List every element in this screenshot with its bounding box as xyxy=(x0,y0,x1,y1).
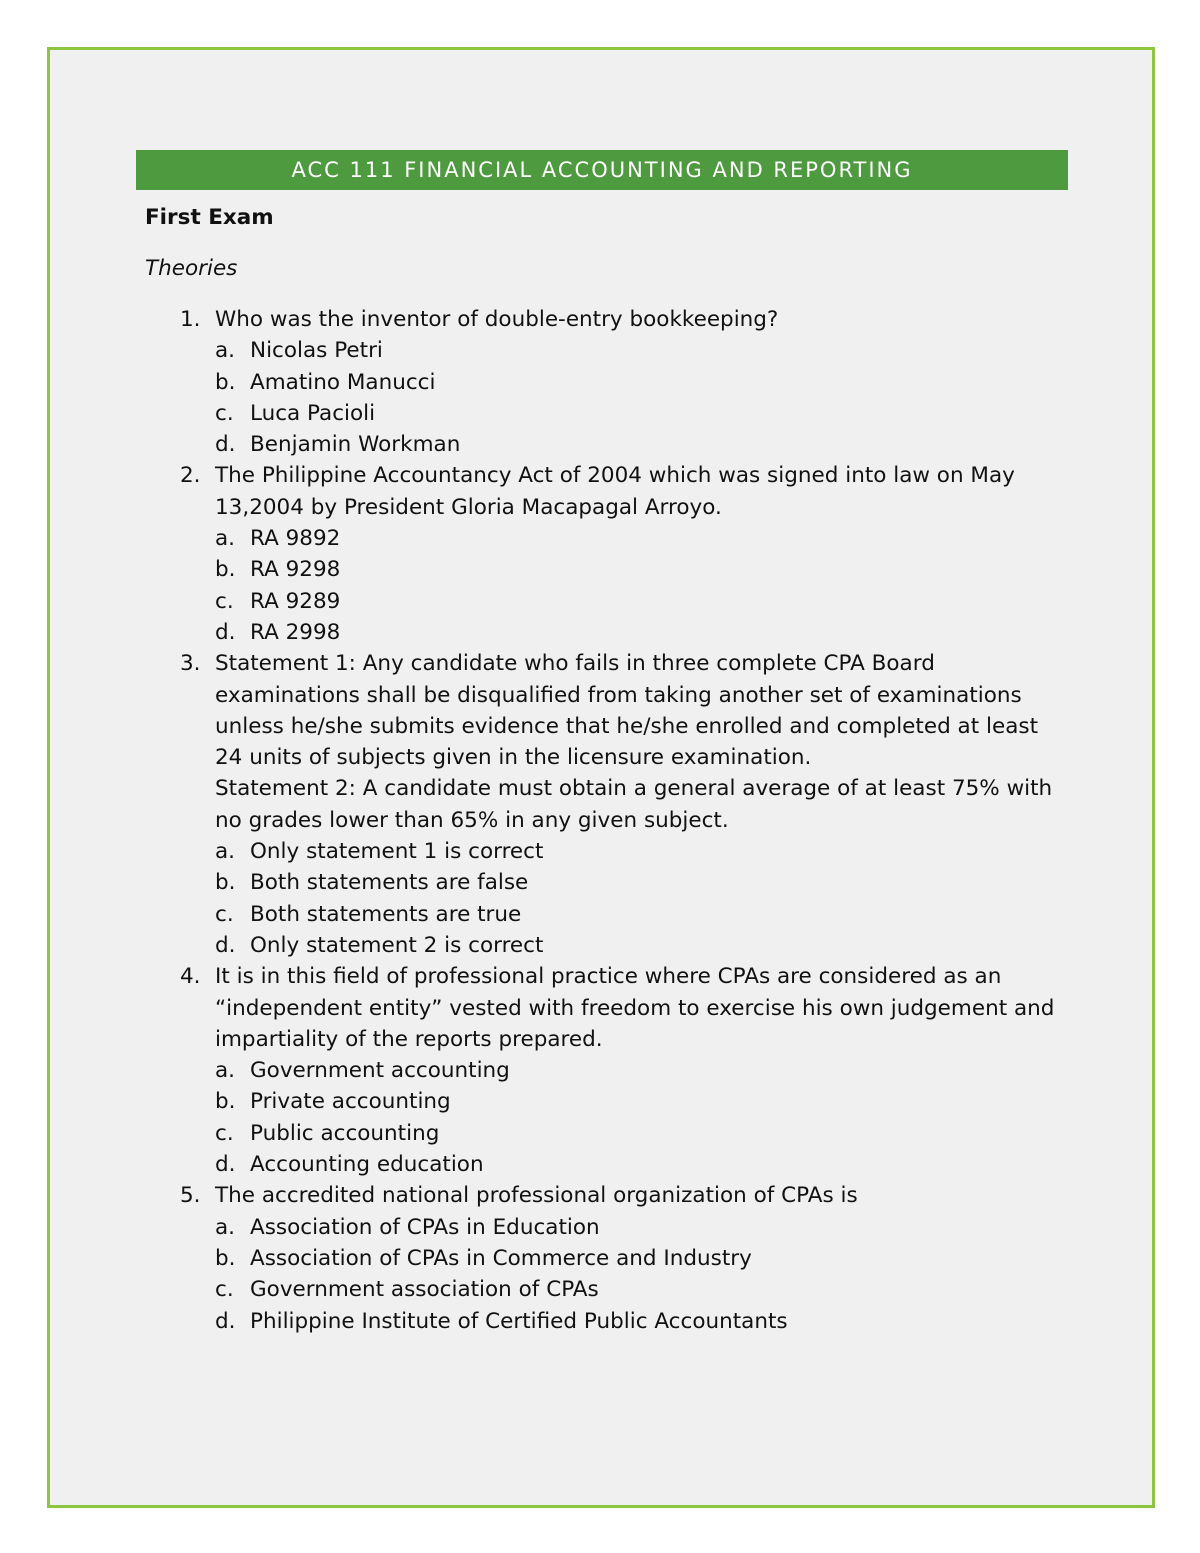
question-text: The Philippine Accountancy Act of 2004 which was signed into law on May 13,2004 by President Gloria Macapagal Arroyo. xyxy=(215,463,1015,520)
question-text: Who was the inventor of double-entry bookkeeping? xyxy=(215,307,779,332)
option-list xyxy=(215,1055,1065,1180)
option-letter: c. xyxy=(215,1120,234,1146)
option-letter: b. xyxy=(215,369,236,395)
option-letter: b. xyxy=(215,557,236,583)
question-number: 3. xyxy=(180,651,201,677)
option-b xyxy=(215,867,1065,898)
option-c xyxy=(215,398,1065,429)
option-text: Both statements are true xyxy=(250,901,522,927)
question-3 xyxy=(145,648,1065,961)
option-d xyxy=(215,1149,1065,1180)
option-text: Philippine Institute of Certified Public Accountants xyxy=(250,1308,788,1334)
option-letter: a. xyxy=(215,839,236,865)
option-list xyxy=(215,523,1065,648)
option-text: RA 9298 xyxy=(250,557,341,583)
option-a xyxy=(215,836,1065,867)
document-page xyxy=(47,47,1155,1508)
option-text: Amatino Manucci xyxy=(250,369,436,395)
question-4 xyxy=(145,961,1065,1180)
option-d xyxy=(215,429,1065,460)
option-letter: b. xyxy=(215,1089,236,1115)
option-b xyxy=(215,1086,1065,1117)
question-number: 5. xyxy=(180,1183,201,1209)
option-letter: a. xyxy=(215,338,236,364)
option-letter: c. xyxy=(215,588,234,614)
question-1 xyxy=(145,304,1065,460)
option-letter: c. xyxy=(215,901,234,927)
option-text: Only statement 2 is correct xyxy=(250,932,544,958)
option-a xyxy=(215,1212,1065,1243)
question-text: The accredited national professional organization of CPAs is xyxy=(215,1183,858,1209)
option-text: RA 9289 xyxy=(250,588,341,614)
option-a xyxy=(215,1055,1065,1086)
question-5 xyxy=(145,1180,1065,1336)
option-text: Only statement 1 is correct xyxy=(250,839,544,865)
option-letter: d. xyxy=(215,432,236,458)
option-letter: a. xyxy=(215,1058,236,1084)
option-text: Private accounting xyxy=(250,1089,451,1115)
option-text: Nicolas Petri xyxy=(250,338,383,364)
option-letter: a. xyxy=(215,526,236,552)
question-text: Statement 1: Any candidate who fails in three complete CPA Board examinations shall be disqualified from taking another set of examinations unless he/she submits evidence that he/she enrolled and completed at least 24 units of subjects given in the licensure examination. xyxy=(215,651,1038,771)
option-list xyxy=(215,836,1065,961)
question-text-statement-2: Statement 2: A candidate must obtain a general average of at least 75% with no grades lower than 65% in any given subject. xyxy=(215,776,1053,833)
option-c xyxy=(215,899,1065,930)
option-text: Government association of CPAs xyxy=(250,1277,599,1303)
option-text: RA 9892 xyxy=(250,526,341,552)
option-letter: c. xyxy=(215,400,234,426)
option-letter: d. xyxy=(215,1152,236,1178)
exam-title: First Exam xyxy=(145,205,274,230)
option-text: Association of CPAs in Education xyxy=(250,1214,600,1240)
option-a xyxy=(215,523,1065,554)
option-c xyxy=(215,586,1065,617)
question-text: It is in this field of professional practice where CPAs are considered as an “independent entity” vested with freedom to exercise his own judgement and impartiality of the reports prepared. xyxy=(215,964,1055,1052)
option-text: Luca Pacioli xyxy=(250,400,376,426)
option-list xyxy=(215,1212,1065,1337)
option-letter: a. xyxy=(215,1214,236,1240)
option-b xyxy=(215,367,1065,398)
question-list xyxy=(145,304,1065,1337)
option-letter: d. xyxy=(215,1308,236,1334)
option-b xyxy=(215,554,1065,585)
option-text: Government accounting xyxy=(250,1058,510,1084)
option-letter: b. xyxy=(215,870,236,896)
question-number: 1. xyxy=(180,307,201,332)
option-text: Accounting education xyxy=(250,1152,484,1178)
option-letter: d. xyxy=(215,619,236,645)
question-2 xyxy=(145,460,1065,648)
option-c xyxy=(215,1118,1065,1149)
exam-content xyxy=(145,202,1065,1337)
course-title-banner: ACC 111 FINANCIAL ACCOUNTING AND REPORTING xyxy=(136,150,1068,190)
option-text: Both statements are false xyxy=(250,870,529,896)
option-d xyxy=(215,930,1065,961)
option-letter: b. xyxy=(215,1245,236,1271)
option-d xyxy=(215,1306,1065,1337)
option-list xyxy=(215,335,1065,460)
option-b xyxy=(215,1243,1065,1274)
option-text: Benjamin Workman xyxy=(250,432,461,458)
option-a xyxy=(215,335,1065,366)
option-letter: d. xyxy=(215,932,236,958)
option-text: Public accounting xyxy=(250,1120,440,1146)
section-title: Theories xyxy=(145,256,238,281)
option-text: RA 2998 xyxy=(250,619,341,645)
option-text: Association of CPAs in Commerce and Industry xyxy=(250,1245,752,1271)
question-number: 2. xyxy=(180,463,201,489)
option-d xyxy=(215,617,1065,648)
option-c xyxy=(215,1274,1065,1305)
option-letter: c. xyxy=(215,1277,234,1303)
question-number: 4. xyxy=(180,964,201,990)
